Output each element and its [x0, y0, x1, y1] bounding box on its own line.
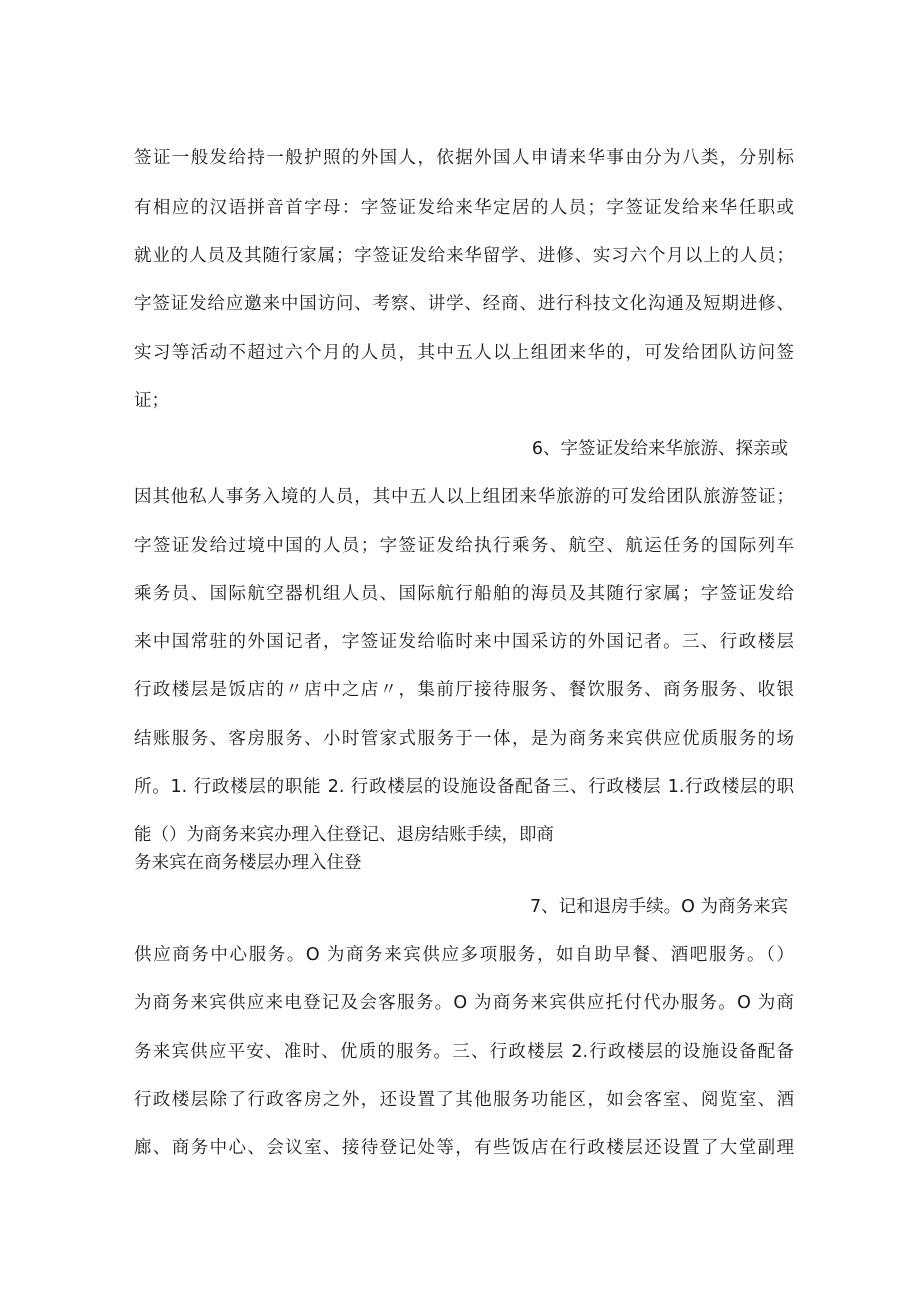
text-line: 乘务员、国际航空器机组人员、国际航行船舶的海员及其随行家属；字签证发给	[134, 584, 794, 604]
text-line: 结账服务、客房服务、小时管家式服务于一体，是为商务来宾供应优质服务的场	[134, 729, 794, 749]
text-line: 实习等活动不超过六个月的人员，其中五人以上组团来华的，可发给团队访问签	[134, 343, 794, 363]
text-line: 证；	[134, 391, 169, 411]
text-line: 所。1. 行政楼层的职能 2. 行政楼层的设施设备配备三、行政楼层 1.行政楼层的职	[134, 777, 794, 797]
text-line: 务来宾供应平安、准时、优质的服务。三、行政楼层 2.行政楼层的设施设备配备	[134, 1042, 794, 1062]
text-line: 7、记和退房手续。O 为商务来宾	[530, 897, 788, 917]
text-line: 因其他私人事务入境的人员，其中五人以上组团来华旅游的可发给团队旅游签证；	[134, 487, 794, 507]
text-line: 签证一般发给持一般护照的外国人，依据外国人申请来华事由分为八类，分别标	[134, 148, 794, 168]
text-line: 行政楼层是饭店的〃店中之店〃，集前厅接待服务、餐饮服务、商务服务、收银	[134, 680, 794, 700]
text-line: 6、字签证发给来华旅游、探亲或	[531, 439, 788, 459]
text-line: 廊、商务中心、会议室、接待登记处等，有些饭店在行政楼层还设置了大堂副理	[134, 1138, 794, 1158]
text-line: 来中国常驻的外国记者，字签证发给临时来中国采访的外国记者。三、行政楼层	[134, 632, 794, 652]
text-line: 字签证发给应邀来中国访问、考察、讲学、经商、进行科技文化沟通及短期进修、	[134, 294, 794, 314]
text-line: 字签证发给过境中国的人员；字签证发给执行乘务、航空、航运任务的国际列车	[134, 536, 794, 556]
text-line: 行政楼层除了行政客房之外，还设置了其他服务功能区，如会客室、阅览室、酒	[134, 1090, 794, 1110]
text-line: 供应商务中心服务。O 为商务来宾供应多项服务，如自助早餐、酒吧服务。（）	[134, 945, 794, 965]
text-line: 务来宾在商务楼层办理入住登	[134, 853, 362, 873]
text-line: 能（）为商务来宾办理入住登记、退房结账手续，即商	[134, 825, 554, 845]
text-line: 就业的人员及其随行家属；字签证发给来华留学、进修、实习六个月以上的人员；	[134, 246, 794, 266]
text-line: 有相应的汉语拼音首字母：字签证发给来华定居的人员；字签证发给来华任职或	[134, 198, 794, 218]
text-line: 为商务来宾供应来电登记及会客服务。O 为商务来宾供应托付代办服务。O 为商	[134, 993, 794, 1013]
